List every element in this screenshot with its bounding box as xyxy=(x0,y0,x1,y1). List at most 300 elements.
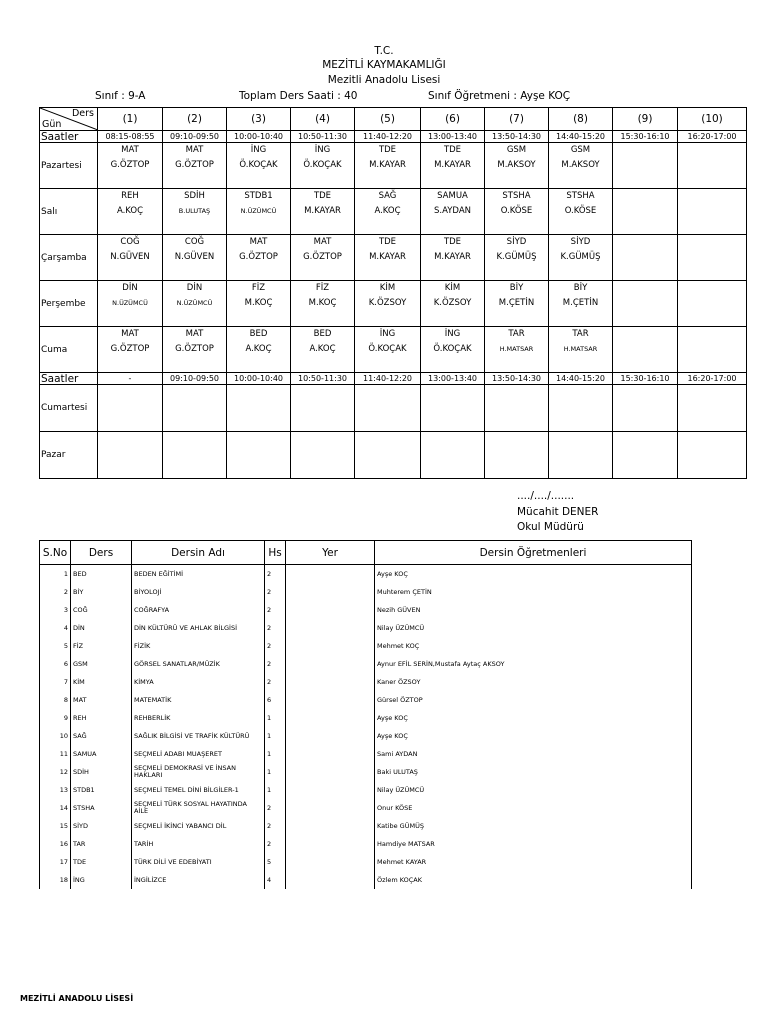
time-slot: 15:30-16:10 xyxy=(613,131,678,143)
lesson-cell xyxy=(355,432,421,479)
course-code: SAĞ xyxy=(71,727,132,745)
course-room xyxy=(286,691,375,709)
course-name: FİZİK xyxy=(132,637,265,655)
lesson-cell xyxy=(163,189,227,235)
footer-school-name: MEZİTLİ ANADOLU LİSESİ xyxy=(20,994,134,1003)
lesson-teacher: K.ÖZSOY xyxy=(368,298,407,308)
lesson-code: GSM xyxy=(570,145,591,155)
lesson-teacher: O.KÖSE xyxy=(564,206,597,216)
lesson-code: STSHA xyxy=(502,191,531,201)
course-teachers: Ayşe KOÇ xyxy=(375,727,692,745)
lesson-cell xyxy=(421,432,485,479)
lesson-code: SDİH xyxy=(184,191,205,201)
lesson-cell xyxy=(291,189,355,235)
day-name: Salı xyxy=(40,189,98,235)
course-room xyxy=(286,727,375,745)
lesson-teacher: B.ULUTAŞ xyxy=(178,207,211,215)
lesson-cell xyxy=(355,385,421,432)
course-name: TÜRK DİLİ VE EDEBİYATI xyxy=(132,853,265,871)
time-slot: - xyxy=(98,373,163,385)
lesson-cell xyxy=(98,235,163,281)
course-no: 10 xyxy=(40,727,71,745)
course-no: 17 xyxy=(40,853,71,871)
time-slot: 14:40-15:20 xyxy=(549,373,613,385)
course-no: 1 xyxy=(40,565,71,584)
lesson-cell xyxy=(355,281,421,327)
lesson-cell xyxy=(421,385,485,432)
lesson-teacher: Ö.KOÇAK xyxy=(303,160,342,170)
lesson-teacher: M.KAYAR xyxy=(434,160,471,170)
lesson-cell xyxy=(549,235,613,281)
course-no: 9 xyxy=(40,709,71,727)
time-slot: 10:50-11:30 xyxy=(291,373,355,385)
lesson-cell xyxy=(421,235,485,281)
lesson-cell xyxy=(98,432,163,479)
lesson-cell xyxy=(678,143,747,189)
lesson-cell xyxy=(227,432,291,479)
class-label: Sınıf : 9-A xyxy=(95,90,146,102)
lesson-cell xyxy=(678,327,747,373)
course-room xyxy=(286,835,375,853)
course-hours: 1 xyxy=(265,727,286,745)
course-room xyxy=(286,871,375,889)
hours-label: Saatler xyxy=(40,131,98,143)
course-hours: 1 xyxy=(265,781,286,799)
lesson-code: İNG xyxy=(444,329,461,339)
course-teachers: Baki ULUTAŞ xyxy=(375,763,692,781)
course-hours: 2 xyxy=(265,565,286,584)
lesson-code: TDE xyxy=(378,237,397,247)
lesson-code: TDE xyxy=(378,145,397,155)
course-column-header: Dersin Adı xyxy=(132,541,265,565)
course-code: DİN xyxy=(71,619,132,637)
lesson-cell xyxy=(163,432,227,479)
course-no: 14 xyxy=(40,799,71,817)
lesson-code: BİY xyxy=(573,283,588,293)
lesson-code: STDB1 xyxy=(244,191,273,201)
course-teachers: Nilay ÜZÜMCÜ xyxy=(375,781,692,799)
course-room xyxy=(286,601,375,619)
header-school: Mezitli Anadolu Lisesi xyxy=(327,74,441,86)
course-hours: 2 xyxy=(265,799,286,817)
lesson-cell xyxy=(421,281,485,327)
lesson-teacher: M.ÇETİN xyxy=(562,298,599,308)
table-row xyxy=(40,817,692,835)
principal-title: Okul Müdürü xyxy=(517,521,584,533)
lesson-cell xyxy=(355,189,421,235)
lesson-teacher: H.MATSAR xyxy=(563,345,598,353)
lesson-teacher: A.KOÇ xyxy=(374,206,401,216)
course-column-header: S.No xyxy=(40,541,71,565)
course-name: DİN KÜLTÜRÜ VE AHLAK BİLGİSİ xyxy=(132,619,265,637)
course-hours: 2 xyxy=(265,637,286,655)
day-name: Çarşamba xyxy=(40,235,98,281)
lesson-cell xyxy=(227,143,291,189)
course-name: BİYOLOJİ xyxy=(132,583,265,601)
table-row xyxy=(40,655,692,673)
lesson-cell xyxy=(613,143,678,189)
day-name: Perşembe xyxy=(40,281,98,327)
lesson-cell xyxy=(485,432,549,479)
course-room xyxy=(286,817,375,835)
table-row xyxy=(40,637,692,655)
lesson-cell xyxy=(678,189,747,235)
course-teachers: Nezih GÜVEN xyxy=(375,601,692,619)
lesson-teacher: G.ÖZTOP xyxy=(175,344,214,354)
lesson-cell xyxy=(355,235,421,281)
table-row xyxy=(40,673,692,691)
lesson-teacher: N.ÜZÜMCÜ xyxy=(176,299,213,307)
lesson-cell xyxy=(613,281,678,327)
lesson-code: TAR xyxy=(508,329,525,339)
course-room xyxy=(286,655,375,673)
table-row xyxy=(40,799,692,817)
lesson-teacher: G.ÖZTOP xyxy=(110,160,150,170)
lesson-cell xyxy=(163,235,227,281)
lesson-code: FİZ xyxy=(251,283,266,293)
course-name: BEDEN EĞİTİMİ xyxy=(132,565,265,584)
lesson-cell xyxy=(613,235,678,281)
lesson-cell xyxy=(678,385,747,432)
course-room xyxy=(286,673,375,691)
table-row xyxy=(40,781,692,799)
lesson-code: KİM xyxy=(444,283,461,293)
course-code: STSHA xyxy=(71,799,132,817)
lesson-code: SAMUA xyxy=(437,191,468,201)
course-teachers: Ayşe KOÇ xyxy=(375,565,692,584)
lesson-cell xyxy=(485,143,549,189)
lesson-cell xyxy=(613,385,678,432)
course-teachers: Aynur EFİL SERİN,Mustafa Aytaç AKSOY xyxy=(375,655,692,673)
course-name: SEÇMELİ DEMOKRASİ VE İNSAN HAKLARI xyxy=(132,763,265,781)
day-name: Cuma xyxy=(40,327,98,373)
period-header: (2) xyxy=(163,108,227,131)
lesson-code: TAR xyxy=(572,329,589,339)
course-code: İNG xyxy=(71,871,132,889)
table-row xyxy=(40,709,692,727)
lesson-code: DİN xyxy=(122,283,138,293)
lesson-teacher: Ö.KOÇAK xyxy=(368,344,407,354)
lesson-cell xyxy=(98,281,163,327)
period-header: (1) xyxy=(98,108,163,131)
course-column-header: Ders xyxy=(71,541,132,565)
corner-day-label: Gün xyxy=(42,119,62,130)
table-row xyxy=(40,565,692,584)
lesson-code: COĞ xyxy=(120,237,140,247)
course-code: KİM xyxy=(71,673,132,691)
course-hours: 2 xyxy=(265,619,286,637)
course-hours: 1 xyxy=(265,745,286,763)
course-code: TDE xyxy=(71,853,132,871)
lesson-cell xyxy=(613,327,678,373)
lesson-code: İNG xyxy=(250,145,267,155)
corner-lesson-label: Ders xyxy=(71,108,94,119)
time-slot: 16:20-17:00 xyxy=(678,373,747,385)
lesson-teacher: K.ÖZSOY xyxy=(433,298,472,308)
time-slot: 13:50-14:30 xyxy=(485,131,549,143)
course-code: COĞ xyxy=(71,601,132,619)
lesson-code: TDE xyxy=(443,145,462,155)
course-code: SDİH xyxy=(71,763,132,781)
lesson-code: BİY xyxy=(509,283,524,293)
course-name: MATEMATİK xyxy=(132,691,265,709)
lesson-cell xyxy=(227,385,291,432)
period-header: (4) xyxy=(291,108,355,131)
course-room xyxy=(286,799,375,817)
lesson-teacher: M.KAYAR xyxy=(434,252,471,262)
course-hours: 2 xyxy=(265,583,286,601)
lesson-cell xyxy=(613,432,678,479)
lesson-cell xyxy=(549,432,613,479)
lesson-teacher: M.AKSOY xyxy=(561,160,600,170)
total-hours-label: Toplam Ders Saati : 40 xyxy=(239,90,358,102)
course-room xyxy=(286,565,375,584)
time-slot: 15:30-16:10 xyxy=(613,373,678,385)
lesson-teacher: M.KAYAR xyxy=(369,252,406,262)
lesson-code: İNG xyxy=(379,329,396,339)
period-header: (5) xyxy=(355,108,421,131)
lesson-teacher: M.KOÇ xyxy=(244,298,273,308)
course-name: TARİH xyxy=(132,835,265,853)
lesson-code: GSM xyxy=(506,145,527,155)
lesson-cell xyxy=(291,235,355,281)
course-teachers: Kaner ÖZSOY xyxy=(375,673,692,691)
course-hours: 2 xyxy=(265,817,286,835)
lesson-cell xyxy=(227,281,291,327)
lesson-cell xyxy=(163,327,227,373)
lesson-cell xyxy=(421,189,485,235)
lesson-cell xyxy=(98,143,163,189)
lesson-cell xyxy=(485,189,549,235)
lesson-cell xyxy=(678,432,747,479)
course-name: İNGİLİZCE xyxy=(132,871,265,889)
time-slot: 16:20-17:00 xyxy=(678,131,747,143)
day-name: Pazar xyxy=(40,432,98,479)
lesson-code: DİN xyxy=(186,283,203,293)
lesson-code: SİYD xyxy=(506,237,527,247)
course-no: 16 xyxy=(40,835,71,853)
time-slot: 11:40-12:20 xyxy=(355,131,421,143)
lesson-cell xyxy=(227,235,291,281)
lesson-teacher: G.ÖZTOP xyxy=(175,160,214,170)
lesson-code: SAĞ xyxy=(378,191,397,201)
lesson-teacher: M.AKSOY xyxy=(497,160,536,170)
lesson-teacher: A.KOÇ xyxy=(309,344,336,354)
lesson-cell xyxy=(549,327,613,373)
period-header: (7) xyxy=(485,108,549,131)
lesson-teacher: N.ÜZÜMCÜ xyxy=(112,299,148,307)
course-teachers: Mehmet KOÇ xyxy=(375,637,692,655)
table-row xyxy=(40,583,692,601)
lesson-cell xyxy=(291,327,355,373)
course-room xyxy=(286,781,375,799)
course-no: 15 xyxy=(40,817,71,835)
course-code: GSM xyxy=(71,655,132,673)
table-row xyxy=(40,601,692,619)
course-code: REH xyxy=(71,709,132,727)
course-column-header: Yer xyxy=(286,541,375,565)
table-row xyxy=(40,619,692,637)
table-row xyxy=(40,871,692,889)
course-name: GÖRSEL SANATLAR/MÜZİK xyxy=(132,655,265,673)
lesson-cell xyxy=(227,327,291,373)
course-no: 3 xyxy=(40,601,71,619)
time-slot: 10:00-10:40 xyxy=(227,131,291,143)
time-slot: 11:40-12:20 xyxy=(355,373,421,385)
course-hours: 2 xyxy=(265,601,286,619)
course-room xyxy=(286,745,375,763)
period-header: (8) xyxy=(549,108,613,131)
course-teachers: Özlem KOÇAK xyxy=(375,871,692,889)
course-hours: 2 xyxy=(265,673,286,691)
lesson-cell xyxy=(291,281,355,327)
course-room xyxy=(286,763,375,781)
course-room xyxy=(286,853,375,871)
class-teacher-label: Sınıf Öğretmeni : Ayşe KOÇ xyxy=(428,90,571,102)
lesson-cell xyxy=(678,235,747,281)
course-code: BİY xyxy=(71,583,132,601)
lesson-cell xyxy=(355,143,421,189)
lesson-code: MAT xyxy=(121,329,139,339)
day-name: Cumartesi xyxy=(40,385,98,432)
lesson-cell xyxy=(421,327,485,373)
course-teachers: Onur KÖSE xyxy=(375,799,692,817)
course-room xyxy=(286,637,375,655)
lesson-teacher: M.ÇETİN xyxy=(498,298,535,308)
course-code: MAT xyxy=(71,691,132,709)
header-tc: T.C. xyxy=(374,45,394,57)
course-teachers: Mehmet KAYAR xyxy=(375,853,692,871)
course-code: TAR xyxy=(71,835,132,853)
lesson-teacher: K.GÜMÜŞ xyxy=(560,252,601,262)
time-slot: 08:15-08:55 xyxy=(98,131,163,143)
lesson-code: KİM xyxy=(379,283,396,293)
time-slot: 13:00-13:40 xyxy=(421,373,485,385)
lesson-code: MAT xyxy=(185,145,204,155)
lesson-teacher: G.ÖZTOP xyxy=(110,344,150,354)
lesson-teacher: A.KOÇ xyxy=(245,344,272,354)
course-name: REHBERLİK xyxy=(132,709,265,727)
period-header: (10) xyxy=(678,108,747,131)
corner-cell xyxy=(40,108,98,131)
course-no: 5 xyxy=(40,637,71,655)
lesson-cell xyxy=(163,281,227,327)
course-teachers: Katibe GÜMÜŞ xyxy=(375,817,692,835)
day-name: Pazartesi xyxy=(40,143,98,189)
course-room xyxy=(286,709,375,727)
lesson-code: MAT xyxy=(313,237,332,247)
lesson-code: FİZ xyxy=(315,283,330,293)
course-name: SEÇMELİ ADABI MUAŞERET xyxy=(132,745,265,763)
time-slot: 09:10-09:50 xyxy=(163,131,227,143)
course-name: SAĞLIK BİLGİSİ VE TRAFİK KÜLTÜRÜ xyxy=(132,727,265,745)
course-no: 4 xyxy=(40,619,71,637)
header-district: MEZİTLİ KAYMAKAMLIĞI xyxy=(322,59,446,71)
course-teachers: Hamdiye MATSAR xyxy=(375,835,692,853)
lesson-teacher: A.KOÇ xyxy=(116,206,144,216)
lesson-cell xyxy=(227,189,291,235)
period-header: (3) xyxy=(227,108,291,131)
course-teachers: Muhterem ÇETİN xyxy=(375,583,692,601)
course-name: SEÇMELİ İKİNCİ YABANCI DİL xyxy=(132,817,265,835)
lesson-teacher: M.KAYAR xyxy=(369,160,406,170)
lesson-code: BED xyxy=(313,329,332,339)
course-no: 8 xyxy=(40,691,71,709)
course-code: SİYD xyxy=(71,817,132,835)
course-code: BED xyxy=(71,565,132,584)
lesson-code: STSHA xyxy=(566,191,595,201)
lesson-teacher: N.GÜVEN xyxy=(110,252,150,262)
timetable xyxy=(39,107,747,479)
lesson-teacher: N.ÜZÜMCÜ xyxy=(240,207,277,215)
lesson-teacher: G.ÖZTOP xyxy=(239,252,278,262)
table-row xyxy=(40,745,692,763)
course-code: SAMUA xyxy=(71,745,132,763)
lesson-code: MAT xyxy=(249,237,268,247)
lesson-code: İNG xyxy=(314,145,331,155)
time-slot: 10:00-10:40 xyxy=(227,373,291,385)
course-name: SEÇMELİ TÜRK SOSYAL HAYATINDA AİLE xyxy=(132,799,265,817)
period-header: (6) xyxy=(421,108,485,131)
lesson-cell xyxy=(549,189,613,235)
table-row xyxy=(40,835,692,853)
lesson-code: MAT xyxy=(185,329,204,339)
course-teachers: Ayşe KOÇ xyxy=(375,709,692,727)
lesson-cell xyxy=(485,281,549,327)
lesson-code: BED xyxy=(249,329,268,339)
signature-date: ..../..../....... xyxy=(517,490,575,502)
lesson-cell xyxy=(421,143,485,189)
period-header: (9) xyxy=(613,108,678,131)
table-row xyxy=(40,853,692,871)
lesson-teacher: S.AYDAN xyxy=(433,206,471,216)
time-slot: 09:10-09:50 xyxy=(163,373,227,385)
lesson-cell xyxy=(549,385,613,432)
lesson-cell xyxy=(613,189,678,235)
course-teachers: Sami AYDAN xyxy=(375,745,692,763)
course-name: COĞRAFYA xyxy=(132,601,265,619)
course-column-header: Hs xyxy=(265,541,286,565)
course-no: 2 xyxy=(40,583,71,601)
course-hours: 4 xyxy=(265,871,286,889)
course-teachers: Nilay ÜZÜMCÜ xyxy=(375,619,692,637)
course-room xyxy=(286,583,375,601)
course-name: KİMYA xyxy=(132,673,265,691)
lesson-cell xyxy=(355,327,421,373)
lesson-cell xyxy=(291,432,355,479)
lesson-cell xyxy=(291,385,355,432)
lesson-cell xyxy=(291,143,355,189)
lesson-cell xyxy=(163,143,227,189)
course-no: 6 xyxy=(40,655,71,673)
lesson-code: REH xyxy=(121,191,139,201)
course-room xyxy=(286,619,375,637)
course-no: 18 xyxy=(40,871,71,889)
course-hours: 1 xyxy=(265,709,286,727)
lesson-teacher: G.ÖZTOP xyxy=(303,252,342,262)
lesson-teacher: H.MATSAR xyxy=(499,345,534,353)
course-no: 12 xyxy=(40,763,71,781)
course-teachers: Gürsel ÖZTOP xyxy=(375,691,692,709)
hours-label: Saatler xyxy=(40,373,98,385)
course-hours: 1 xyxy=(265,763,286,781)
course-hours: 6 xyxy=(265,691,286,709)
course-column-header: Dersin Öğretmenleri xyxy=(375,541,692,565)
course-no: 11 xyxy=(40,745,71,763)
course-code: STDB1 xyxy=(71,781,132,799)
lesson-code: COĞ xyxy=(184,237,205,247)
lesson-cell xyxy=(98,385,163,432)
